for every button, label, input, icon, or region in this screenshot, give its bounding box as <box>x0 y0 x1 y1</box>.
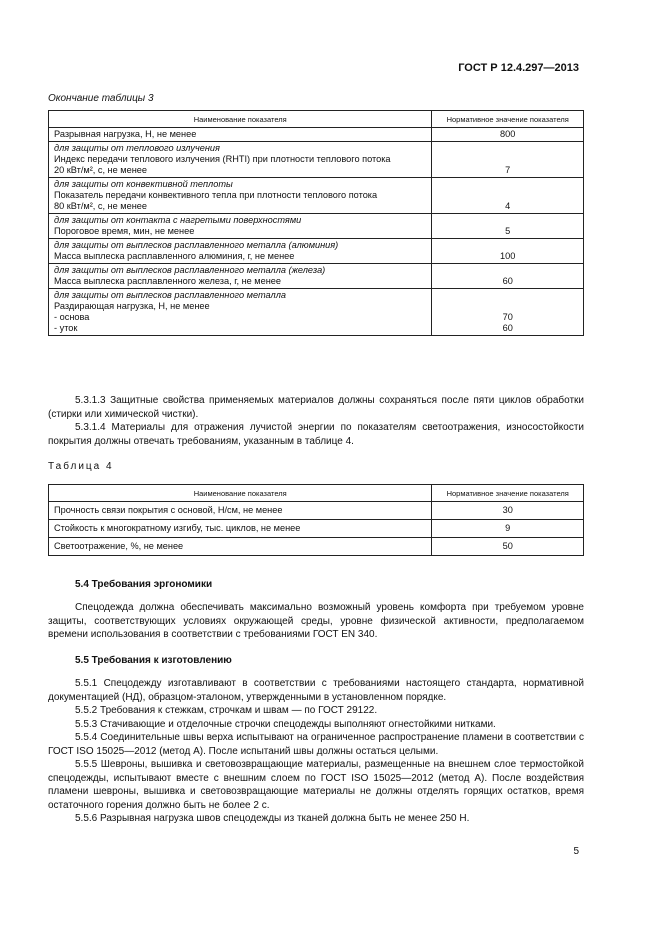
section-5-4-text: Спецодежда должна обеспечивать максимально возможный уровень комфорта при требуемом уровне защиты, соответствующих условиях окружающей среды, уровне физической активности, предполагаемом времени использования в соответствии с требованиями ГОСТ EN 340. <box>48 602 584 640</box>
table3-cell-value <box>432 214 584 239</box>
table3-line: Разрывная нагрузка, Н, не менее <box>54 129 197 139</box>
section-5-5-body <box>48 677 584 826</box>
table4-row <box>49 520 584 538</box>
table4-cell-name: Прочность связи покрытия с основой, Н/см, не менее <box>49 502 432 520</box>
table3-value: 70 <box>502 312 513 322</box>
table3-value: 5 <box>505 226 511 236</box>
table3-value: 60 <box>502 323 513 333</box>
table3-cell-name <box>49 239 432 264</box>
table3-value: 60 <box>502 276 513 286</box>
table3-line: 80 кВт/м², с, не менее <box>54 201 148 211</box>
table3-cell-name <box>49 178 432 214</box>
table3-col-name: Наименование показателя <box>49 111 432 128</box>
table3-cell-name <box>49 128 432 142</box>
table3-line: для защиты от теплового излучения <box>54 143 220 153</box>
paragraph-5-3-1-3: 5.3.1.3 Защитные свойства применяемых материалов должны сохраняться после пяти циклов обработки (стирки или химической чистки). <box>48 395 584 420</box>
table-4 <box>48 484 584 556</box>
table3-line: Раздирающая нагрузка, Н, не менее <box>54 301 210 311</box>
table4-cell-name: Светоотражение, %, не менее <box>49 538 432 556</box>
table3-value: 100 <box>500 251 516 261</box>
page-number: 5 <box>573 846 579 857</box>
table3-line: для защиты от выплесков расплавленного металла (железа) <box>54 265 326 275</box>
table3-line: для защиты от конвективной теплоты <box>54 179 233 189</box>
document-header: ГОСТ Р 12.4.297—2013 <box>458 62 579 74</box>
table3-line: для защиты от выплесков расплавленного металла <box>54 290 286 300</box>
paragraph-5-5-1: 5.5.1 Спецодежду изготавливают в соответствии с требованиями настоящего стандарта, нормативной документацией (НД), образцом-эталоном, утвержденными в установленном порядке. <box>48 678 584 703</box>
table3-line: Масса выплеска расплавленного железа, г, не менее <box>54 276 282 286</box>
table-3 <box>48 110 584 336</box>
table3-line: - уток <box>54 323 78 333</box>
table3-line: - основа <box>54 312 90 322</box>
table3-row <box>49 264 584 289</box>
table3-col-value: Нормативное значение показателя <box>432 111 584 128</box>
paragraph-5-5-6: 5.5.6 Разрывная нагрузка швов спецодежды из тканей должна быть не менее 250 Н. <box>75 813 470 824</box>
table3-row <box>49 142 584 178</box>
table3-row <box>49 239 584 264</box>
table4-row <box>49 538 584 556</box>
table4-cell-name: Стойкость к многократному изгибу, тыс. циклов, не менее <box>49 520 432 538</box>
table4-col-value: Нормативное значение показателя <box>432 485 584 502</box>
paragraph-5-5-2: 5.5.2 Требования к стежкам, строчкам и швам — по ГОСТ 29122. <box>75 705 378 716</box>
table3-cell-name <box>49 264 432 289</box>
table3-cell-name <box>49 142 432 178</box>
table3-cell-value <box>432 142 584 178</box>
table3-row <box>49 128 584 142</box>
table3-line: для защиты от контакта с нагретыми поверхностями <box>54 215 302 225</box>
table4-col-name: Наименование показателя <box>49 485 432 502</box>
table3-row <box>49 214 584 239</box>
table4-cell-value: 9 <box>432 520 584 538</box>
table3-value: 4 <box>505 201 511 211</box>
section-5-4-title: 5.4 Требования эргономики <box>75 579 213 590</box>
table3-cell-name <box>49 214 432 239</box>
table3-cell-value <box>432 128 584 142</box>
table3-cell-value <box>432 239 584 264</box>
table3-value: 800 <box>500 129 516 139</box>
table3-row <box>49 289 584 336</box>
paragraph-5-5-5: 5.5.5 Шевроны, вышивка и световозвращающие материалы, размещенные на внешнем слое термостойкой спецодежды, испытывают вместе с внешним слоем по ГОСТ ISO 15025—2012 (метод А). После воздействия пламени шевроны, вышивка и световозвращающие материалы не должны отделять горящих остатков, время остаточного горения должно быть не более 2 с. <box>48 759 584 811</box>
paragraph-5-3-1-4: 5.3.1.4 Материалы для отражения лучистой энергии по показателям светоотражения, износостойкости покрытия должны отвечать требованиям, указанным в таблице 4. <box>48 422 584 447</box>
table3-line: для защиты от выплесков расплавленного металла (алюминия) <box>54 240 339 250</box>
table3-line: Индекс передачи теплового излучения (RHTI) при плотности теплового потока <box>54 154 391 164</box>
section-5-5-title: 5.5 Требования к изготовлению <box>75 655 232 666</box>
table4-caption: Таблица 4 <box>48 461 114 472</box>
table4-cell-value: 30 <box>432 502 584 520</box>
table3-line: 20 кВт/м², с, не менее <box>54 165 148 175</box>
table3-cell-name <box>49 289 432 336</box>
table4-row <box>49 502 584 520</box>
table3-caption: Окончание таблицы 3 <box>48 93 154 104</box>
table3-cell-value <box>432 289 584 336</box>
paragraph-5-5-4: 5.5.4 Соединительные швы верха испытывают на ограниченное распространение пламени в соответствии с ГОСТ ISO 15025—2012 (метод А). После испытаний швы должны остаться целыми. <box>48 732 584 757</box>
table3-value: 7 <box>505 165 511 175</box>
table3-line: Показатель передачи конвективного тепла при плотности теплового потока <box>54 190 378 200</box>
table3-cell-value <box>432 264 584 289</box>
paragraph-5-5-3: 5.5.3 Стачивающие и отделочные строчки спецодежды выполняют огнестойкими нитками. <box>75 718 496 730</box>
table3-line: Масса выплеска расплавленного алюминия, г, не менее <box>54 251 295 261</box>
table4-cell-value: 50 <box>432 538 584 556</box>
table3-row <box>49 178 584 214</box>
table3-cell-value <box>432 178 584 214</box>
table3-line: Пороговое время, мин, не менее <box>54 226 195 236</box>
